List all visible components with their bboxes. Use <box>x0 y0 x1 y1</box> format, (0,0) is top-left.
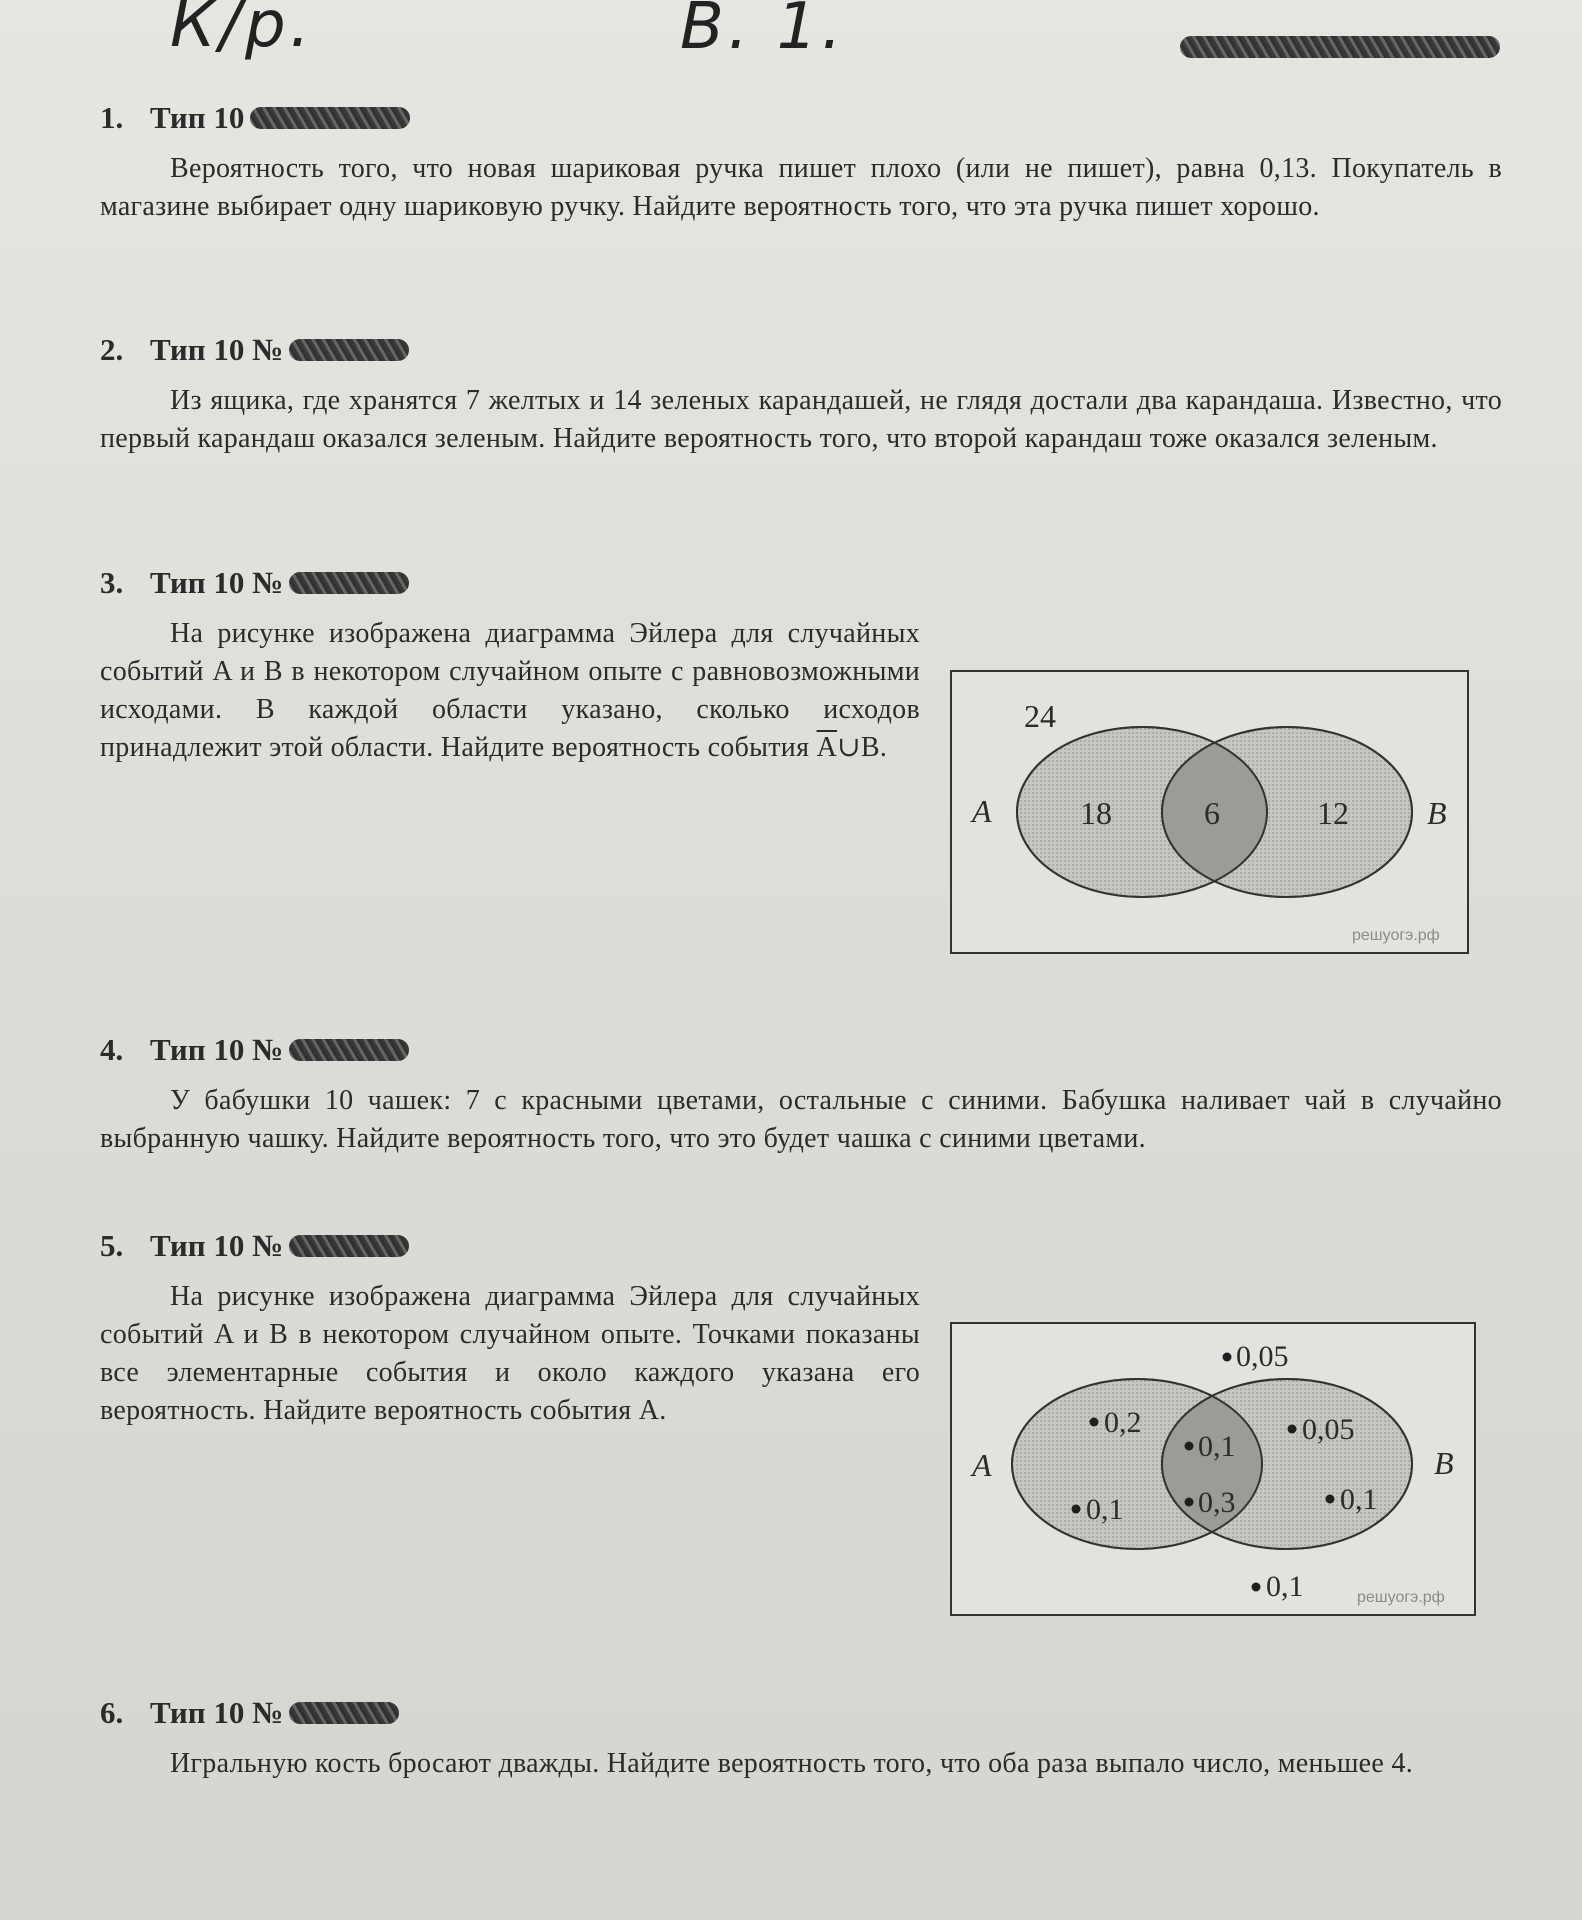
point-marker <box>1090 1418 1099 1427</box>
task-type: Тип 10 № <box>150 1228 284 1263</box>
redacted-scribble <box>289 572 409 594</box>
task-text-main: На рисунке изображена диаграмма Эйлера для случайных событий A и B в некотором случайном опыте с равновозможными исходами. В каждой области указано, сколько исходов принадлежит этой области. Найдите вероятность события <box>100 618 920 763</box>
point-marker <box>1326 1495 1335 1504</box>
handwritten-test-label: К/р. <box>170 0 314 62</box>
point-marker <box>1288 1425 1297 1434</box>
task-number: 4. <box>100 1032 124 1067</box>
task-text-union: ∪B. <box>837 732 888 763</box>
task-1-header <box>100 100 1502 136</box>
task-type: Тип 10 № <box>150 332 284 367</box>
task-number: 5. <box>100 1228 124 1263</box>
prob-b-top: 0,05 <box>1302 1413 1355 1446</box>
redacted-scribble-header <box>1180 36 1500 58</box>
task-type: Тип 10 № <box>150 1032 284 1067</box>
task-type: Тип 10 № <box>150 1695 284 1730</box>
outside-count: 24 <box>1024 698 1056 734</box>
prob-both-top: 0,1 <box>1198 1430 1236 1463</box>
task-6-header <box>100 1695 1502 1731</box>
redacted-scribble <box>289 1039 409 1061</box>
handwritten-variant-label: В. 1. <box>680 0 846 64</box>
task-6 <box>100 1695 1502 1783</box>
task-number: 3. <box>100 565 124 600</box>
prob-b-bottom: 0,1 <box>1340 1483 1378 1516</box>
prob-outside-bottom: 0,1 <box>1266 1570 1304 1603</box>
redacted-scribble <box>250 107 410 129</box>
task-text: У бабушки 10 чашек: 7 с красными цветами, остальные с синими. Бабушка наливает чай в случайно выбранную чашку. Найдите вероятность того, что это будет чашка с синими цветами. <box>100 1085 1502 1154</box>
task-text: Игральную кость бросают дважды. Найдите вероятность того, что оба раза выпало число, меньшее 4. <box>170 1748 1414 1779</box>
euler-diagram-prob-svg <box>952 1324 1474 1614</box>
redacted-scribble <box>289 1235 409 1257</box>
task-1 <box>100 100 1502 226</box>
task-text: На рисунке изображена диаграмма Эйлера для случайных событий A и B в некотором случайном опыте. Точками показаны все элементарные события и около каждого указана его вероятность. Найдите вероятность события A. <box>100 1281 920 1426</box>
task-number: 2. <box>100 332 124 367</box>
both-count: 6 <box>1204 795 1220 831</box>
redacted-scribble <box>289 339 409 361</box>
label-a: A <box>972 793 992 829</box>
euler-diagram-counts <box>950 670 1469 954</box>
event-a-complement: $\overline{A}$ <box>816 732 838 763</box>
task-number: 1. <box>100 100 124 135</box>
euler-diagram-probabilities <box>950 1322 1476 1616</box>
task-type: Тип 10 № <box>150 565 284 600</box>
prob-a-bottom: 0,1 <box>1086 1493 1124 1526</box>
only-a-count: 18 <box>1080 795 1112 831</box>
euler-diagram-svg <box>952 672 1467 952</box>
watermark: решуогэ.рф <box>1357 1589 1445 1606</box>
prob-outside-top: 0,05 <box>1236 1340 1289 1373</box>
watermark: решуогэ.рф <box>1352 927 1440 944</box>
label-b: B <box>1434 1445 1454 1481</box>
point-marker <box>1185 1498 1194 1507</box>
task-type: Тип 10 <box>150 100 245 135</box>
label-b: B <box>1427 795 1447 831</box>
only-b-count: 12 <box>1317 795 1349 831</box>
task-3-header <box>100 565 1502 601</box>
prob-both-bottom: 0,3 <box>1198 1486 1236 1519</box>
task-text: Из ящика, где хранятся 7 желтых и 14 зеленых карандашей, не глядя достали два карандаша. Известно, что первый карандаш оказался зеленым. Найдите вероятность того, что второй карандаш тоже оказался зеленым. <box>100 385 1502 454</box>
task-2-header <box>100 332 1502 368</box>
point-marker <box>1185 1442 1194 1451</box>
point-marker <box>1072 1505 1081 1514</box>
point-marker <box>1223 1353 1232 1362</box>
prob-a-top: 0,2 <box>1104 1406 1142 1439</box>
point-marker <box>1252 1583 1261 1592</box>
task-text: Вероятность того, что новая шариковая ручка пишет плохо (или не пишет), равна 0,13. Покупатель в магазине выбирает одну шариковую ручку. Найдите вероятность того, что эта ручка пишет хорошо. <box>100 153 1502 222</box>
task-5-header <box>100 1228 1502 1264</box>
task-4 <box>100 1032 1502 1158</box>
task-2 <box>100 332 1502 458</box>
task-4-header <box>100 1032 1502 1068</box>
label-a: A <box>972 1447 992 1483</box>
redacted-scribble <box>289 1702 399 1724</box>
task-text <box>100 615 920 767</box>
task-number: 6. <box>100 1695 124 1730</box>
